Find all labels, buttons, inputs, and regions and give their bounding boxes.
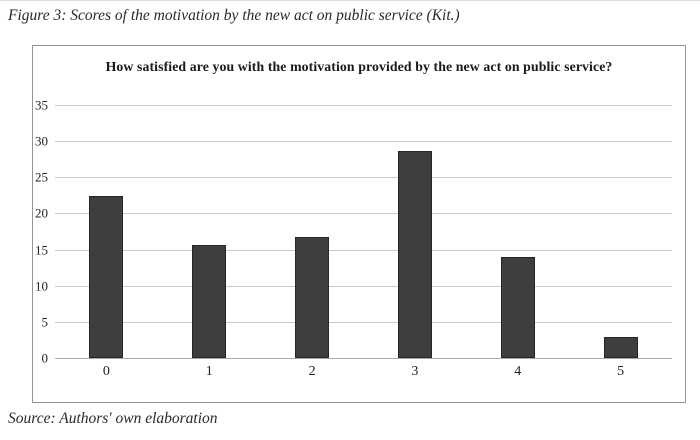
y-tick-label: 35 — [35, 97, 48, 113]
x-tick-label: 1 — [205, 364, 213, 379]
plot-area — [35, 97, 672, 379]
bar — [398, 151, 432, 358]
source-note: Source: Authors' own elaboration — [8, 410, 218, 427]
y-tick-label: 15 — [35, 242, 48, 258]
bar — [604, 337, 638, 358]
bar — [192, 245, 226, 358]
y-tick-label: 10 — [35, 278, 48, 294]
gridline — [55, 250, 672, 251]
x-tick-label: 3 — [411, 364, 419, 379]
chart-frame — [32, 45, 686, 403]
y-tick-label: 0 — [41, 350, 48, 366]
figure-caption: Figure 3: Scores of the motivation by the new act on public service (Kit.) — [8, 7, 460, 24]
bar — [89, 196, 123, 358]
bar — [501, 257, 535, 358]
x-tick-label: 4 — [514, 364, 522, 379]
x-tick-label: 0 — [102, 364, 110, 379]
bar — [295, 237, 329, 358]
gridline — [55, 141, 672, 142]
chart-title: How satisfied are you with the motivation provided by the new act on public service? — [105, 59, 613, 74]
gridline — [55, 177, 672, 178]
x-tick-label: 5 — [617, 364, 625, 379]
y-tick-label: 20 — [35, 205, 48, 221]
gridline — [55, 286, 672, 287]
x-tick-label: 2 — [308, 364, 316, 379]
y-tick-label: 25 — [35, 169, 48, 185]
gridline — [55, 105, 672, 106]
y-tick-label: 5 — [41, 314, 48, 330]
y-tick-label: 30 — [35, 133, 48, 149]
gridline — [55, 322, 672, 323]
gridline — [55, 213, 672, 214]
x-axis-line — [55, 358, 672, 359]
